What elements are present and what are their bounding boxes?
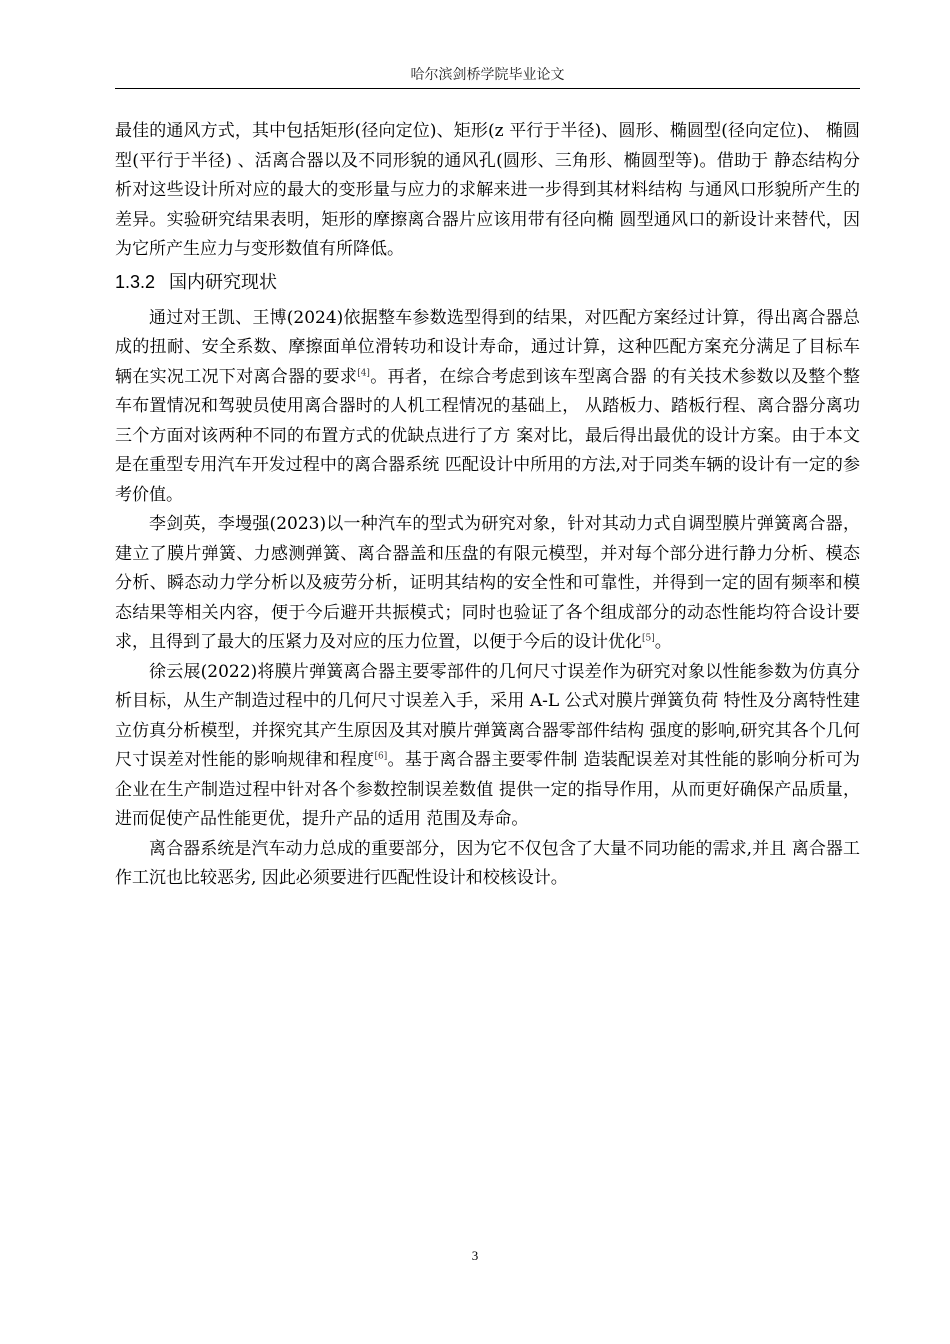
header-rule <box>115 88 860 89</box>
paragraph-li <box>115 510 860 658</box>
section-number: 1.3.2 <box>115 271 156 292</box>
paragraph-text: 通过对王凯、王博(2024)依据整车参数选型得到的结果，对匹配方案经过计算，得出离合器总成的扭耐、安全系数、摩擦面单位滑转功和设计寿命，通过计算，这种匹配方案充分满足了目标车辆在实况工况下对离合器的要求 <box>115 307 860 387</box>
paragraph-text: 。基于离合器主要零件制 造装配误差对其性能的影响分析可为企业在生产制造过程中针对各个参数控制误差数值 提供一定的指导作用，从而更好确保产品质量，进而促使产品性能更优，提升产品的适用 范围及寿命。 <box>115 750 861 829</box>
paragraph-text: 。 <box>654 632 672 652</box>
page-number: 3 <box>471 1248 479 1263</box>
body-content <box>115 117 860 894</box>
paragraph-continued: 最佳的通风方式，其中包括矩形(径向定位)、矩形(z 平行于半径)、圆形、椭圆型(径向定位)、 椭圆型(平行于半径) 、活离合器以及不同形貌的通风孔(圆形、三角形、椭圆型等)。借助于 静态结构分析对这些设计所对应的最大的变形量与应力的求解来进一步得到其材料结构 与通风口形貌所产生的差异。实验研究结果表明，矩形的摩擦离合器片应该用带有径向椭 圆型通风口的新设计来替代，因为它所产生应力与变形数值有所降低。 <box>115 121 860 259</box>
citation-4: [4] <box>357 367 370 378</box>
paragraph-xu <box>115 658 860 835</box>
section-title: 国内研究现状 <box>169 271 278 293</box>
citation-5: [5] <box>642 633 655 644</box>
paragraph-clutch-system: 离合器系统是汽车动力总成的重要部分，因为它不仅包含了大量不同功能的需求,并且 离合器工作工沉也比较恶劣, 因此必须要进行匹配性设计和校核设计。 <box>115 838 860 888</box>
running-header: 哈尔滨剑桥学院毕业论文 <box>410 67 565 83</box>
paragraph-text: 徐云展(2022)将膜片弹簧离合器主要零部件的几何尺寸误差作为研究对象以性能参数为仿真分析目标，从生产制造过程中的几何尺寸误差入手，采用 A-L 公式对膜片弹簧负荷 特性及分离特性建立仿真分析模型，并探究其产生原因及其对膜片弹簧离合器零部件结构 强度的影响,研究其各个几何尺寸误差对性能的影响规律和程度 <box>115 661 860 770</box>
paragraph-text: 李剑英，李墁强(2023)以一种汽车的型式为研究对象，针对其动力式自调型膜片弹簧离合器，建立了膜片弹簧、力感测弹簧、离合器盖和压盘的有限元模型，并对每个部分进行静力分析、模态分析、瞬态动力学分析以及疲劳分析，证明其结构的安全性和可靠性，并得到一定的固有频率和模态结果等相关内容，便于今后避开共振模式；同时也验证了各个组成部分的动态性能均符合设计要求，且得到了最大的压紧力及对应的压力位置，以便于今后的设计优化 <box>115 514 860 652</box>
paragraph-text: 。再者，在综合考虑到该车型离合器 的有关技术参数以及整个整车布置情况和驾驶员使用离合器时的人机工程情况的基础上， 从踏板力、踏板行程、离合器分离功三个方面对该两种不同的布置方式的优缺点进行了方 案对比，最后得出最优的设计方案。由于本文是在重型专用汽车开发过程中的离合器系统 匹配设计中所用的方法,对于同类车辆的设计有一定的参考价值。 <box>115 366 861 505</box>
paragraph-wang <box>115 304 860 511</box>
section-heading <box>115 267 860 298</box>
citation-6: [6] <box>374 751 388 762</box>
